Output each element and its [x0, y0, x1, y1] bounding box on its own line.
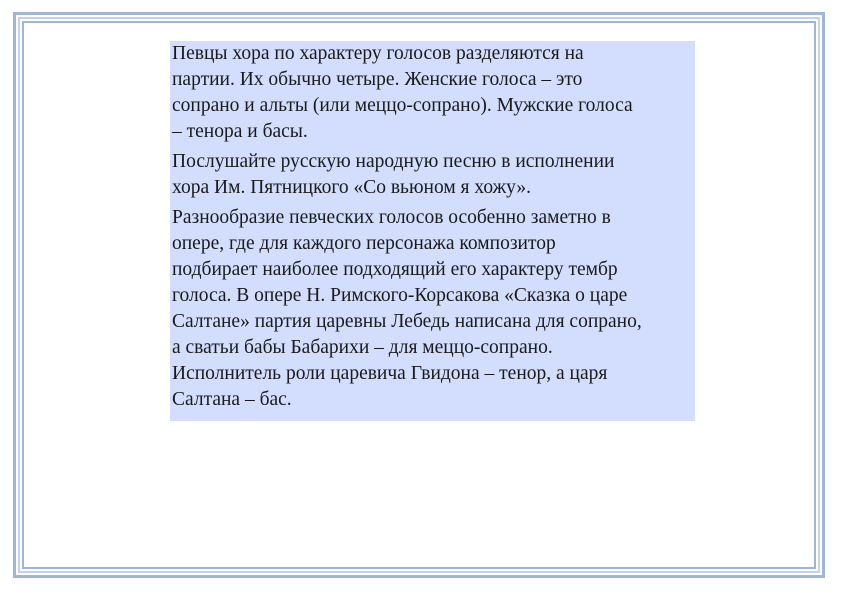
text-line: а сватьи бабы Бабарихи – для меццо-сопрано.: [172, 337, 553, 358]
text-line: голоса. В опере Н. Римского-Корсакова «Сказка о царе: [172, 285, 628, 306]
text-line: сопрано и альты (или меццо-сопрано). Мужские голоса: [172, 95, 633, 116]
text-line: Разнообразие певческих голосов особенно заметно в: [172, 207, 611, 228]
text-box: [170, 41, 695, 421]
text-line: подбирает наиболее подходящий его характеру тембр: [172, 259, 618, 280]
text-line: Салтане» партия царевны Лебедь написана для сопрано,: [172, 311, 642, 332]
paragraph-voice-parts: [172, 41, 693, 145]
text-line: Исполнитель роли царевича Гвидона – тенор, а царя: [172, 363, 608, 384]
text-line: Салтана – бас.: [172, 389, 292, 410]
text-line: партии. Их обычно четыре. Женские голоса – это: [172, 69, 583, 90]
text-line: опере, где для каждого персонажа композитор: [172, 233, 556, 254]
text-line: Певцы хора по характеру голосов разделяются на: [172, 43, 584, 64]
paragraph-listen-song: [172, 149, 693, 201]
text-line: хора Им. Пятницкого «Со вьюном я хожу».: [172, 177, 531, 198]
text-line: Послушайте русскую народную песню в исполнении: [172, 151, 615, 172]
text-line: – тенора и басы.: [172, 121, 308, 142]
paragraph-opera-voices: [172, 205, 693, 413]
